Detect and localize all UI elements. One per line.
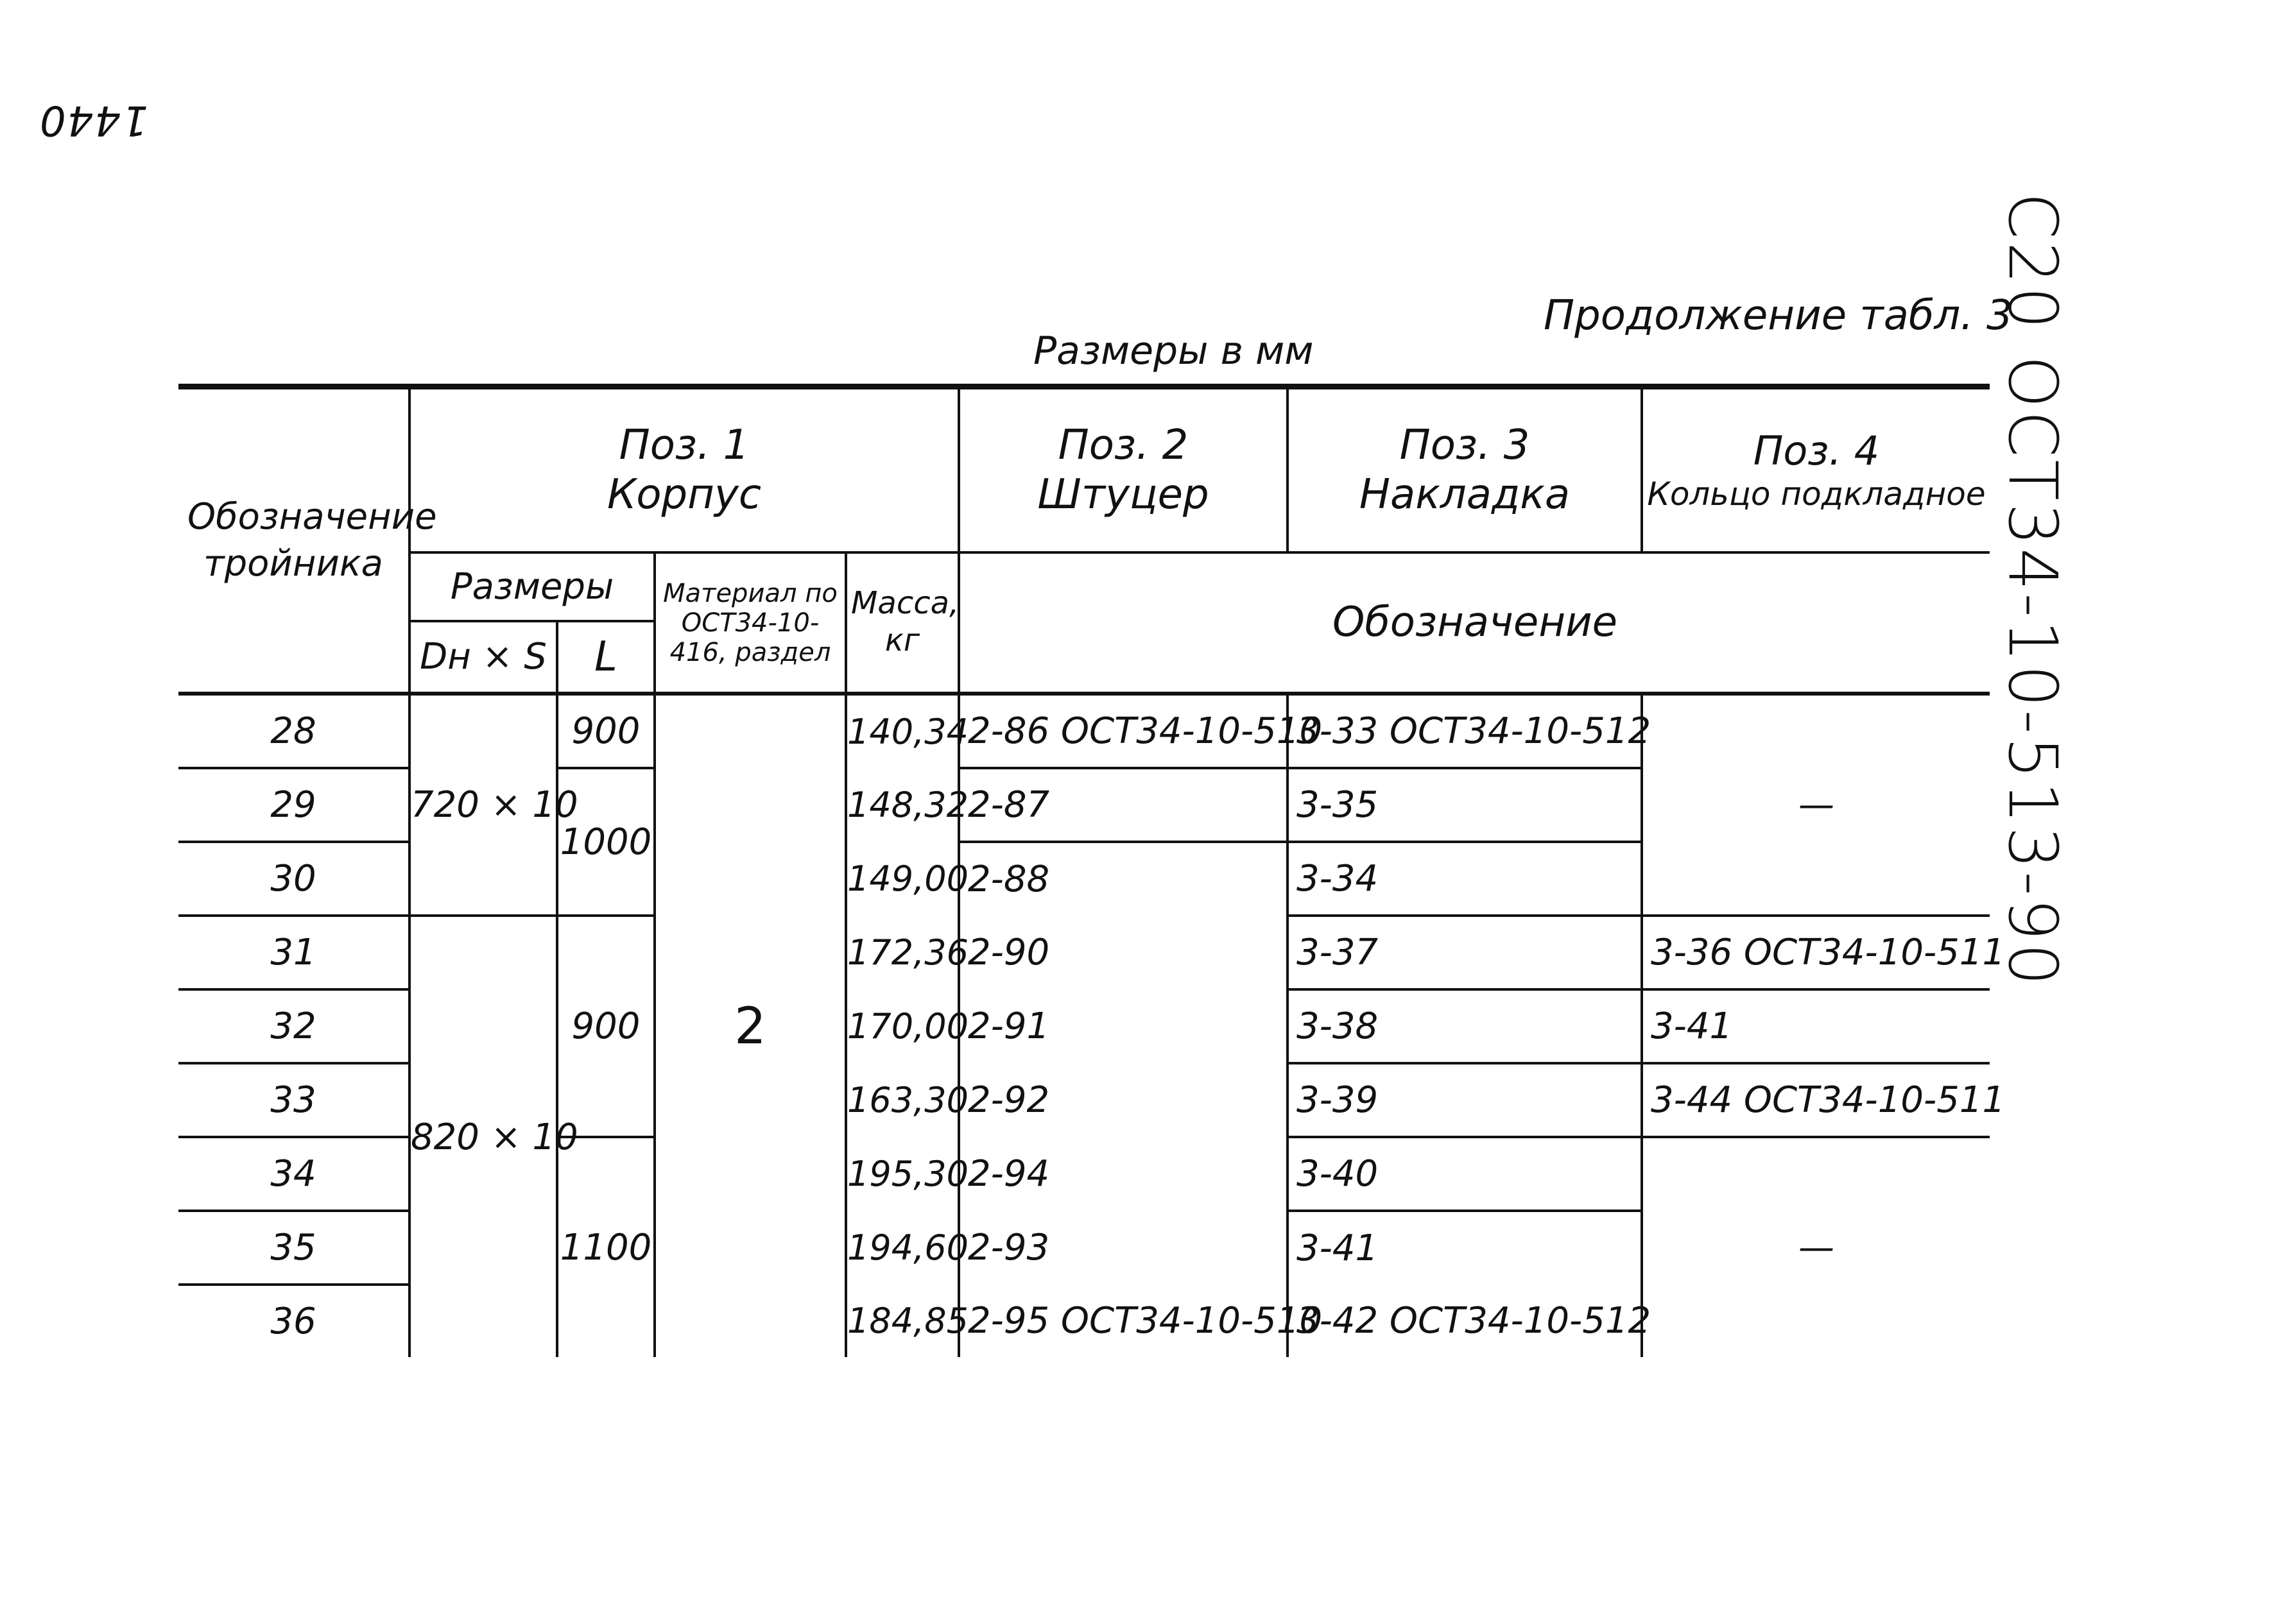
header-mass: Масса, кг bbox=[846, 552, 959, 694]
tee-number: 30 bbox=[178, 842, 409, 916]
header-pos2: Поз. 2 Штуцер bbox=[959, 387, 1288, 553]
header-pos1: Поз. 1 Корпус bbox=[409, 387, 959, 553]
pos3-cell: 3-33 ОСТ34-10-512 bbox=[1288, 694, 1642, 768]
material-section: 2 bbox=[655, 694, 846, 1357]
mass-cell: 184,85 bbox=[846, 1285, 959, 1357]
mass-cell: 194,60 bbox=[846, 1211, 959, 1285]
pos2-cell: 2-86 ОСТ34-10-510 bbox=[959, 694, 1288, 768]
length-cell: 1000 bbox=[557, 768, 655, 916]
length-cell: 900 bbox=[557, 916, 655, 1137]
pos3-cell: 3-39 bbox=[1288, 1063, 1642, 1137]
length-cell: 1100 bbox=[557, 1137, 655, 1357]
header-tee-designation: Обозначение тройника bbox=[178, 387, 409, 694]
header-material: Материал по ОСТ34-10-416, раздел bbox=[655, 552, 846, 694]
page-number: 1440 bbox=[39, 96, 148, 144]
tee-number: 29 bbox=[178, 768, 409, 842]
mass-cell: 149,00 bbox=[846, 842, 959, 916]
pos4-cell: 3-36 ОСТ34-10-511 bbox=[1642, 916, 1990, 989]
pos3-cell: 3-38 bbox=[1288, 989, 1642, 1063]
pos2-cell: 2-95 ОСТ34-10-510 bbox=[959, 1285, 1288, 1357]
pos3-cell: 3-35 bbox=[1288, 768, 1642, 842]
pos2-cell: 2-91 bbox=[959, 989, 1288, 1063]
pos4-cell: 3-44 ОСТ34-10-511 bbox=[1642, 1063, 1990, 1137]
pos3-cell: 3-42 ОСТ34-10-512 bbox=[1288, 1285, 1642, 1357]
pos2-cell: 2-93 bbox=[959, 1211, 1288, 1285]
mass-cell: 195,30 bbox=[846, 1137, 959, 1211]
pos2-cell: 2-90 bbox=[959, 916, 1288, 989]
pos3-cell: 3-41 bbox=[1288, 1211, 1642, 1285]
units-note: Размеры в мм bbox=[1033, 329, 1314, 373]
tee-specification-table bbox=[178, 384, 2006, 1357]
pos4-cell: — bbox=[1642, 1137, 1990, 1357]
table-row bbox=[178, 694, 1990, 768]
pos3-cell: 3-34 bbox=[1288, 842, 1642, 916]
header-designation: Обозначение bbox=[959, 552, 1990, 694]
mass-cell: 148,32 bbox=[846, 768, 959, 842]
document-code: С20 ОСТ34-10-513-90 bbox=[1994, 192, 2072, 989]
tee-number: 28 bbox=[178, 694, 409, 768]
pos3-cell: 3-40 bbox=[1288, 1137, 1642, 1211]
pos2-cell: 2-92 bbox=[959, 1063, 1288, 1137]
header-pos4: Поз. 4 Кольцо подкладное bbox=[1642, 387, 1990, 553]
tee-number: 33 bbox=[178, 1063, 409, 1137]
tee-number: 32 bbox=[178, 989, 409, 1063]
tee-number: 34 bbox=[178, 1137, 409, 1211]
pos2-cell: 2-87 bbox=[959, 768, 1288, 842]
mass-cell: 172,36 bbox=[846, 916, 959, 989]
mass-cell: 140,34 bbox=[846, 694, 959, 768]
header-pos3: Поз. 3 Накладка bbox=[1288, 387, 1642, 553]
mass-cell: 163,30 bbox=[846, 1063, 959, 1137]
pos2-cell: 2-88 bbox=[959, 842, 1288, 916]
table-row bbox=[178, 916, 1990, 989]
pos2-cell: 2-94 bbox=[959, 1137, 1288, 1211]
table-continuation-note: Продолжение табл. 3 bbox=[1544, 292, 2013, 339]
pos4-cell: 3-41 bbox=[1642, 989, 1990, 1063]
mass-cell: 170,00 bbox=[846, 989, 959, 1063]
tee-number: 35 bbox=[178, 1211, 409, 1285]
header-dn-s: Dн × S bbox=[409, 621, 557, 694]
header-sizes: Размеры bbox=[409, 552, 655, 621]
tee-number: 36 bbox=[270, 1301, 316, 1342]
dn-s-group-2: 820 × 10 bbox=[409, 916, 557, 1357]
dn-s-group-1: 720 × 10 bbox=[409, 694, 557, 916]
header-length: L bbox=[557, 621, 655, 694]
pos3-cell: 3-37 bbox=[1288, 916, 1642, 989]
length-cell: 900 bbox=[557, 694, 655, 768]
pos4-cell: — bbox=[1642, 694, 1990, 916]
tee-number: 31 bbox=[178, 916, 409, 989]
